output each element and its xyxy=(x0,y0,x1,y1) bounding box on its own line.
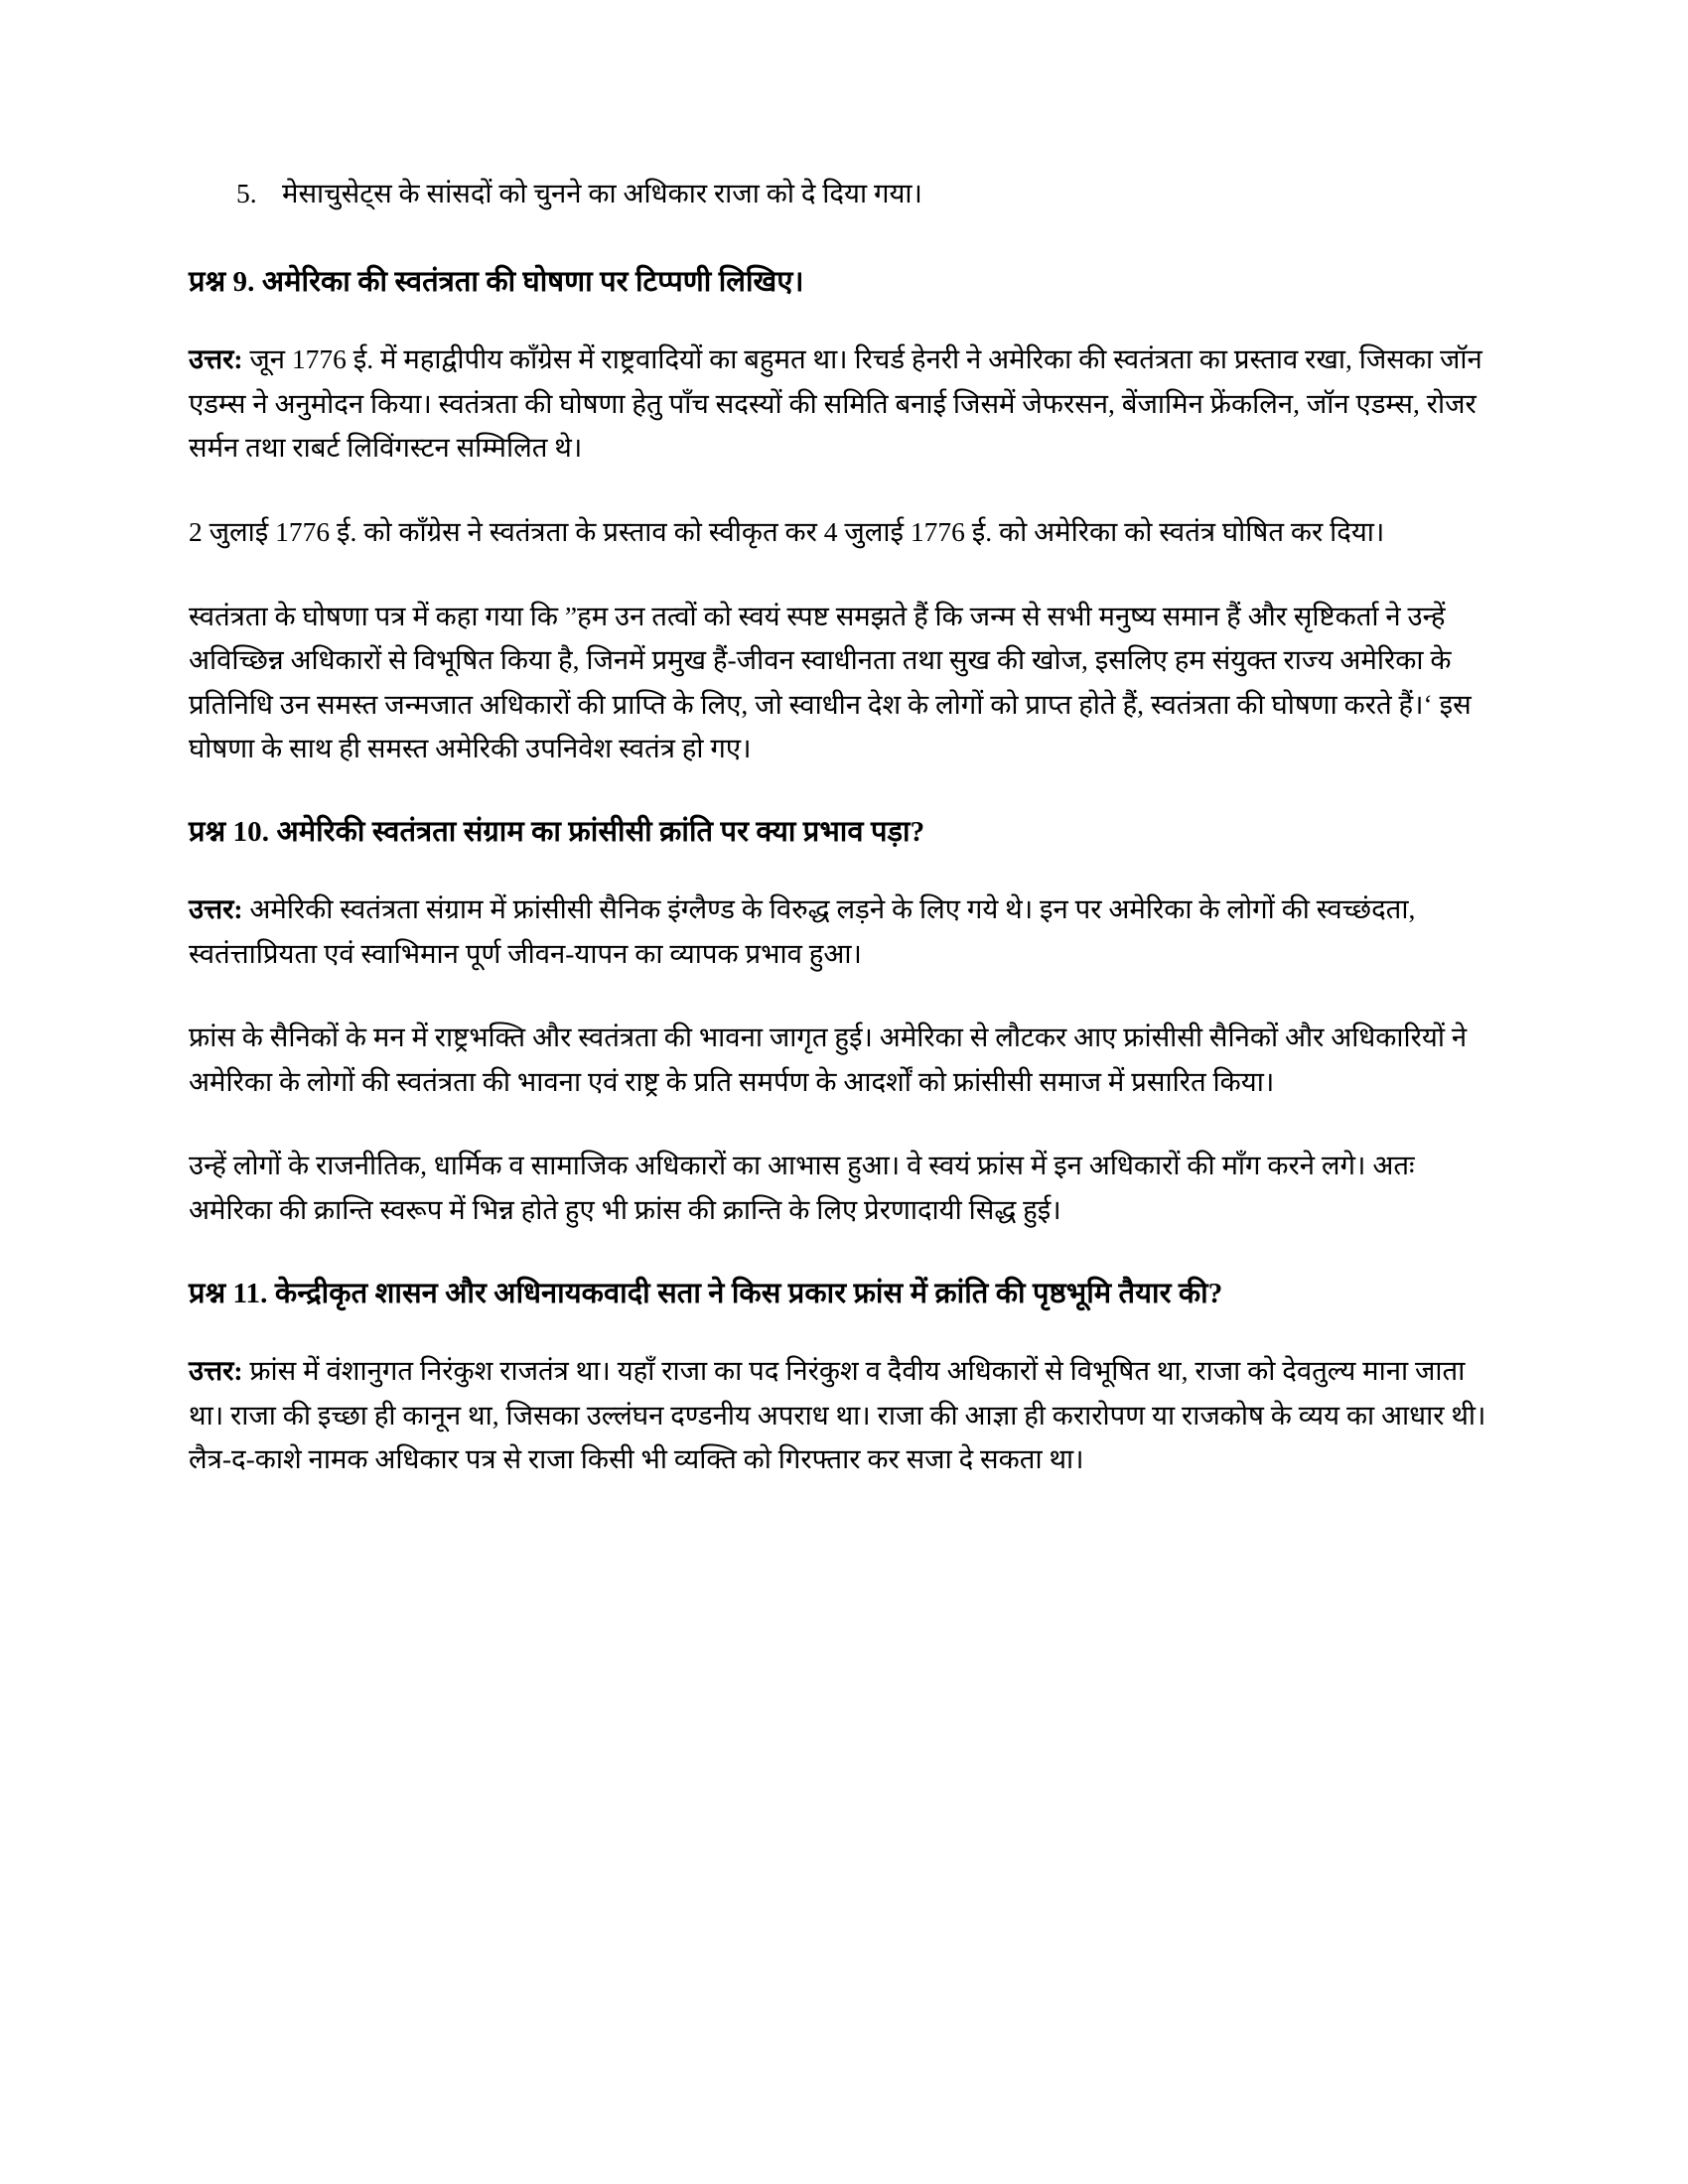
question-heading-9: प्रश्न 9. अमेरिका की स्वतंत्रता की घोषणा पर टिप्पणी लिखिए। xyxy=(189,265,804,298)
numbered-list xyxy=(189,174,1499,213)
page-content xyxy=(189,174,1499,1482)
answer-label: उत्तर: xyxy=(189,1355,243,1387)
list-item-marker: 5. xyxy=(236,178,257,208)
answer-text: फ्रांस में वंशानुगत निरंकुश राजतंत्र था। यहाँ राजा का पद निरंकुश व दैवीय अधिकारों से विभूषित था, राजा को देवतुल्य माना जाता था। राजा की इच्छा ही कानून था, जिसका उल्लंघन दण्डनीय अपराध था। राजा की आज्ञा ही करारोपण या राजकोष के व्यय का आधार थी। लैत्र-द-काशे नामक अधिकार पत्र से राजा किसी भी व्यक्ति को गिरफ्तार कर सजा दे सकता था। xyxy=(189,1355,1486,1475)
answer-paragraph-9-2: 2 जुलाई 1776 ई. को काँग्रेस ने स्वतंत्रता के प्रस्ताव को स्वीकृत कर 4 जुलाई 1776 ई. को अमेरिका को स्वतंत्र घोषित कर दिया। xyxy=(189,516,1385,548)
list-item xyxy=(189,174,1499,213)
answer-label: उत्तर: xyxy=(189,893,243,925)
answer-paragraph-11-1 xyxy=(189,1349,1499,1482)
answer-text: जून 1776 ई. में महाद्वीपीय काँग्रेस में राष्ट्रवादियों का बहुमत था। रिचर्ड हेनरी ने अमेरिका की स्वतंत्रता का प्रस्ताव रखा, जिसका जॉन एडम्स ने अनुमोदन किया। स्वतंत्रता की घोषणा हेतु पाँच सदस्यों की समिति बनाई जिसमें जेफरसन, बेंजामिन फ्रेंकलिन, जॉन एडम्स, रोजर सर्मन तथा राबर्ट लिविंगस्टन सम्मिलित थे। xyxy=(189,343,1482,464)
question-heading-10: प्रश्न 10. अमेरिकी स्वतंत्रता संग्राम का फ्रांसीसी क्रांति पर क्या प्रभाव पड़ा? xyxy=(189,815,925,848)
answer-paragraph-9-1 xyxy=(189,338,1499,471)
answer-paragraph-9-3: स्वतंत्रता के घोषणा पत्र में कहा गया कि ”हम उन तत्वों को स्वयं स्पष्ट समझते हैं कि जन्म से सभी मनुष्य समान हैं और सृष्टिकर्ता ने उन्हें अविच्छिन्न अधिकारों से विभूषित किया है, जिनमें प्रमुख हैं-जीवन स्वाधीनता तथा सुख की खोज, इसलिए हम संयुक्त राज्य अमेरिका के प्रतिनिधि उन समस्त जन्मजात अधिकारों की प्राप्ति के लिए, जो स्वाधीन देश के लोगों को प्राप्त होते हैं, स्वतंत्रता की घोषणा करते हैं।‘ इस घोषणा के साथ ही समस्त अमेरिकी उपनिवेश स्वतंत्र हो गए। xyxy=(189,600,1472,764)
question-heading-11: प्रश्न 11. केन्द्रीकृत शासन और अधिनायकवादी सता ने किस प्रकार फ्रांस में क्रांति की पृष्ठभूमि तैयार की? xyxy=(189,1277,1223,1309)
answer-text: अमेरिकी स्वतंत्रता संग्राम में फ्रांसीसी सैनिक इंग्लैण्ड के विरुद्ध लड़ने के लिए गये थे। इन पर अमेरिका के लोगों की स्वच्छंदता, स्वतंत्ताप्रियता एवं स्वाभिमान पूर्ण जीवन-यापन का व्यापक प्रभाव हुआ। xyxy=(189,893,1416,969)
answer-paragraph-10-3: उन्हें लोगों के राजनीतिक, धार्मिक व सामाजिक अधिकारों का आभास हुआ। वे स्वयं फ्रांस में इन अधिकारों की माँग करने लगे। अतः अमेरिका की क्रान्ति स्वरूप में भिन्न होते हुए भी फ्रांस की क्रान्ति के लिए प्रेरणादायी सिद्ध हुई। xyxy=(189,1150,1415,1225)
list-item-text: मेसाचुसेट्स के सांसदों को चुनने का अधिकार राजा को दे दिया गया। xyxy=(282,178,922,208)
answer-label: उत्तर: xyxy=(189,343,243,375)
answer-paragraph-10-1 xyxy=(189,887,1499,976)
answer-paragraph-10-2: फ्रांस के सैनिकों के मन में राष्ट्रभक्ति और स्वतंत्रता की भावना जागृत हुई। अमेरिका से लौटकर आए फ्रांसीसी सैनिकों और अधिकारियों ने अमेरिका के लोगों की स्वतंत्रता की भावना एवं राष्ट्र के प्रति समर्पण के आदर्शों को फ्रांसीसी समाज में प्रसारित किया। xyxy=(189,1022,1468,1097)
